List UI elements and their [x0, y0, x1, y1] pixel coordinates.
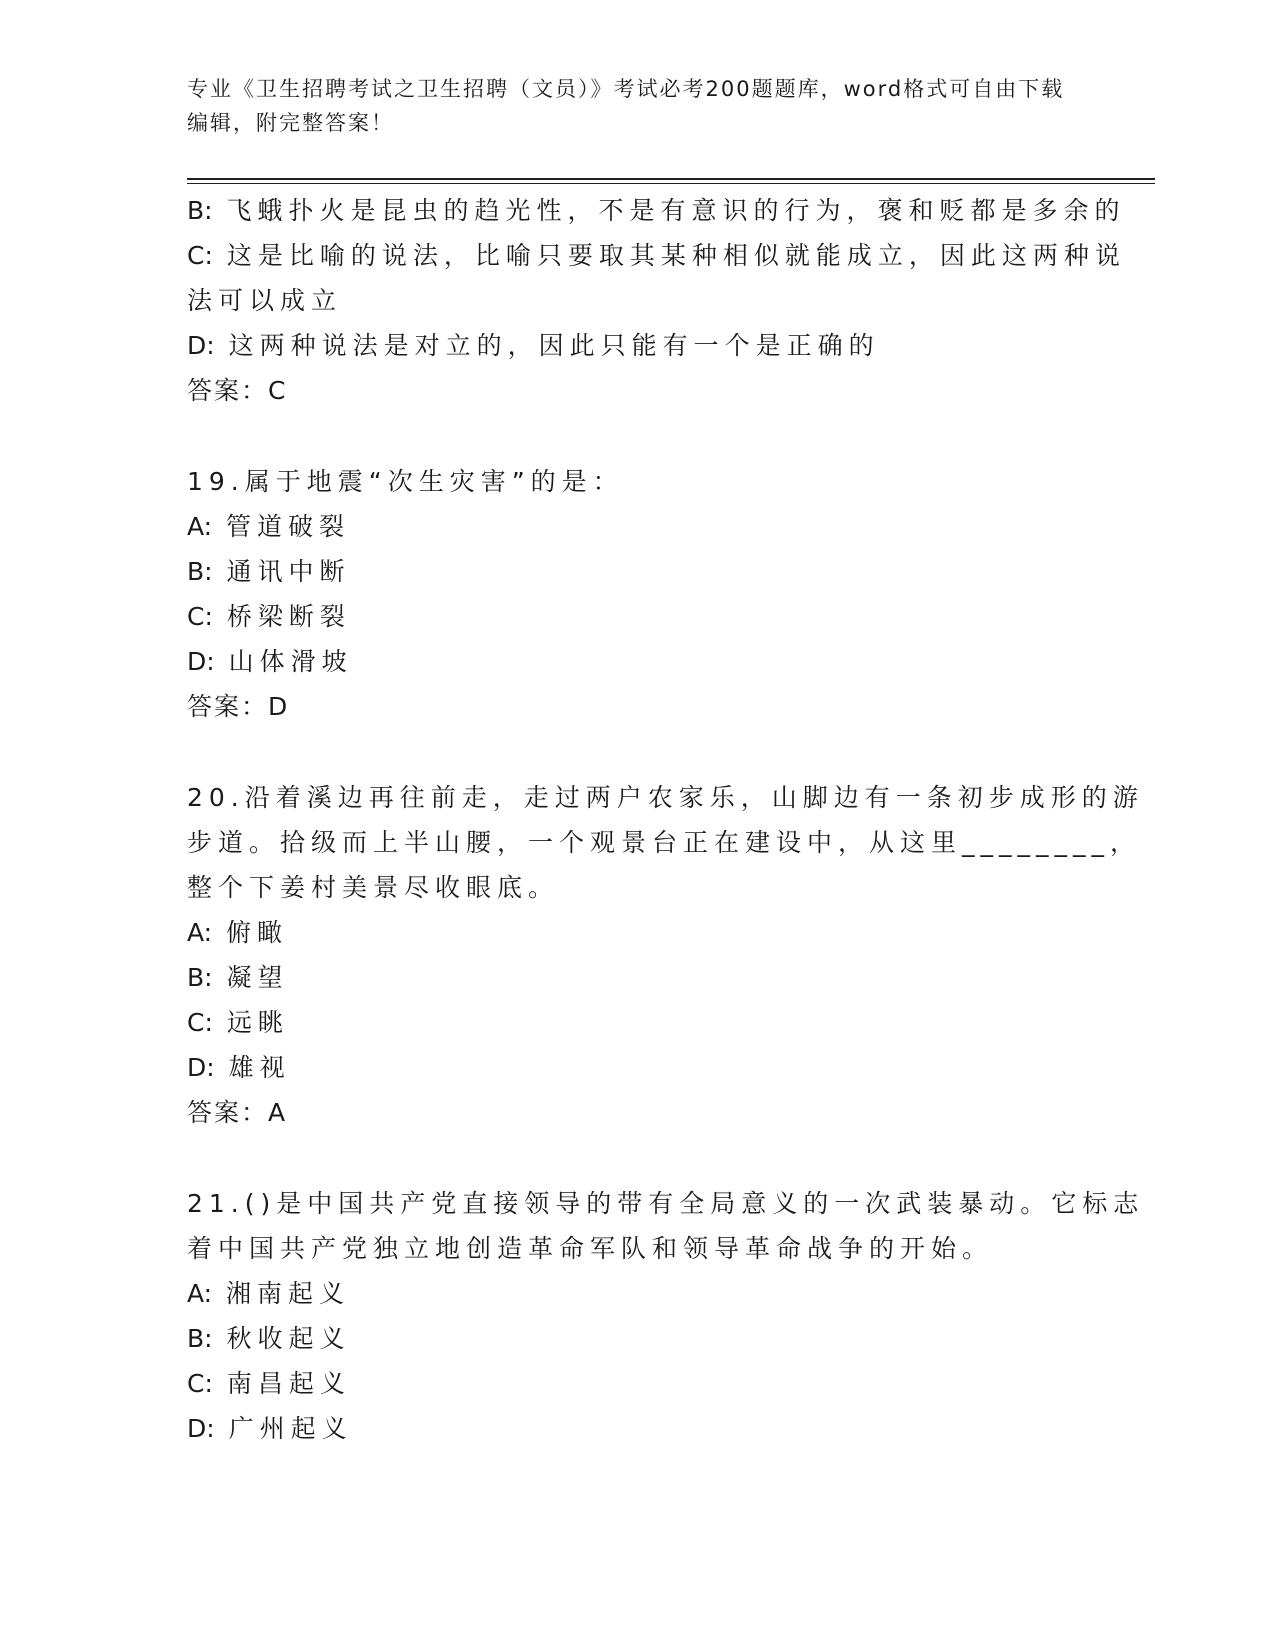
option-letter: C: [187, 602, 213, 631]
question-stem-line-3: 整个下姜村美景尽收眼底。 [187, 873, 560, 902]
option-letter: A: [187, 1279, 213, 1308]
option-c-continued: 法可以成立 [187, 286, 343, 315]
question-19 [187, 459, 1077, 729]
option-text: 桥梁断裂 [226, 602, 351, 631]
option-letter: B: [187, 1324, 213, 1353]
question-21 [187, 1181, 1145, 1451]
option-text: 广州起义 [228, 1414, 353, 1443]
option-text: 俯瞰 [226, 918, 289, 947]
option-text: 雄视 [228, 1053, 291, 1082]
option-d [187, 1406, 1077, 1451]
option-c [187, 233, 1126, 278]
answer-line: 答案：A [187, 1098, 288, 1127]
option-a [187, 910, 1077, 955]
option-b [187, 955, 1077, 1000]
option-b [187, 188, 1126, 233]
question-stem-line-2: 着中国共产党独立地创造革命军队和领导革命战争的开始。 [187, 1234, 994, 1263]
option-c [187, 1361, 1077, 1406]
header-rule-thick [187, 178, 1155, 180]
header-text: 专业《卫生招聘考试之卫生招聘（文员）》考试必考200题题库，word格式可自由下载编辑，附完整答案！ [187, 77, 1065, 135]
option-d [187, 323, 1077, 368]
option-text: 凝望 [226, 963, 289, 992]
option-c [187, 1000, 1077, 1045]
option-text: 通讯中断 [226, 557, 351, 586]
option-letter: D: [187, 1053, 215, 1082]
document-header [187, 72, 1067, 140]
question-list [187, 188, 1145, 1451]
question-20 [187, 775, 1144, 1135]
option-text: 湘南起义 [226, 1279, 351, 1308]
option-letter: B: [187, 557, 213, 586]
question-stem: 20.沿着溪边再往前走，走过两户农家乐，山脚边有一条初步成形的游 [187, 783, 1144, 812]
option-d [187, 1045, 1077, 1090]
option-letter: A: [187, 918, 213, 947]
option-letter: D: [187, 647, 215, 676]
option-c [187, 594, 1077, 639]
option-text: 秋收起义 [226, 1324, 351, 1353]
question-stem: 21.()是中国共产党直接领导的带有全局意义的一次武装暴动。它标志 [187, 1189, 1145, 1218]
option-letter: C: [187, 1008, 213, 1037]
option-text: 南昌起义 [226, 1369, 351, 1398]
option-a [187, 1271, 1077, 1316]
option-text: 这是比喻的说法，比喻只要取其某种相似就能成立，因此这两种说 [226, 241, 1126, 270]
question-stem-line-2: 步道。拾级而上半山腰，一个观景台正在建设中，从这里________， [187, 828, 1142, 857]
option-letter: D: [187, 331, 215, 360]
option-letter: A: [187, 512, 213, 541]
option-text: 远眺 [226, 1008, 289, 1037]
option-letter: D: [187, 1414, 215, 1443]
option-text: 山体滑坡 [228, 647, 353, 676]
option-b [187, 549, 1077, 594]
option-b [187, 1316, 1077, 1361]
option-a [187, 504, 1077, 549]
option-text: 飞蛾扑火是昆虫的趋光性，不是有意识的行为，褒和贬都是多余的 [226, 196, 1126, 225]
option-text: 管道破裂 [226, 512, 351, 541]
option-letter: C: [187, 241, 213, 270]
question-stem: 19.属于地震“次生灾害”的是： [187, 467, 624, 496]
answer-line: 答案：D [187, 692, 290, 721]
header-rule-thin [187, 183, 1155, 184]
previous-question-continuation [187, 188, 1126, 413]
answer-line: 答案：C [187, 376, 288, 405]
option-letter: C: [187, 1369, 213, 1398]
option-text: 这两种说法是对立的，因此只能有一个是正确的 [228, 331, 880, 360]
option-letter: B: [187, 963, 213, 992]
option-d [187, 639, 1077, 684]
option-letter: B: [187, 196, 213, 225]
